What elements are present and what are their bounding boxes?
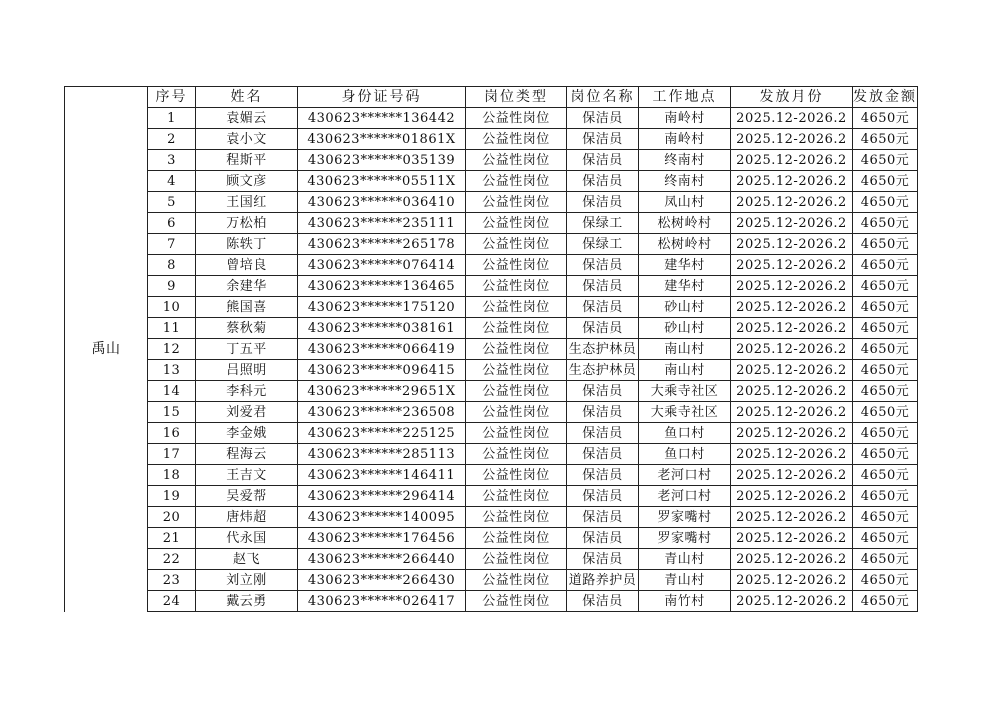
table-row (65, 465, 918, 486)
cell-post-type: 公益性岗位 (466, 297, 567, 318)
header-no: 序号 (148, 87, 196, 108)
cell-pay-period: 2025.12-2026.2 (731, 318, 853, 339)
cell-post-type: 公益性岗位 (466, 318, 567, 339)
cell-no: 7 (148, 234, 196, 255)
cell-name: 曾培良 (196, 255, 298, 276)
cell-pay-amount: 4650元 (853, 591, 918, 612)
cell-pay-period: 2025.12-2026.2 (731, 276, 853, 297)
cell-work-place: 大乘寺社区 (639, 381, 731, 402)
cell-no: 16 (148, 423, 196, 444)
table-row (65, 108, 918, 129)
cell-pay-amount: 4650元 (853, 465, 918, 486)
table-row (65, 171, 918, 192)
cell-no: 5 (148, 192, 196, 213)
cell-name: 吕照明 (196, 360, 298, 381)
table-row (65, 381, 918, 402)
cell-name: 戴云勇 (196, 591, 298, 612)
roster-body (65, 87, 918, 612)
cell-name: 赵飞 (196, 549, 298, 570)
cell-work-place: 松树岭村 (639, 213, 731, 234)
cell-no: 19 (148, 486, 196, 507)
cell-pay-amount: 4650元 (853, 360, 918, 381)
cell-pay-period: 2025.12-2026.2 (731, 192, 853, 213)
cell-work-place: 砂山村 (639, 297, 731, 318)
cell-id-number: 430623******236508 (298, 402, 466, 423)
cell-pay-amount: 4650元 (853, 339, 918, 360)
cell-pay-amount: 4650元 (853, 234, 918, 255)
cell-name: 唐炜超 (196, 507, 298, 528)
cell-no: 22 (148, 549, 196, 570)
cell-post-name: 保洁员 (567, 171, 639, 192)
cell-post-name: 保洁员 (567, 297, 639, 318)
cell-id-number: 430623******296414 (298, 486, 466, 507)
cell-post-name: 保洁员 (567, 318, 639, 339)
cell-pay-amount: 4650元 (853, 108, 918, 129)
cell-name: 刘爱君 (196, 402, 298, 423)
cell-post-name: 保洁员 (567, 444, 639, 465)
cell-post-type: 公益性岗位 (466, 150, 567, 171)
cell-no: 1 (148, 108, 196, 129)
cell-post-type: 公益性岗位 (466, 276, 567, 297)
cell-no: 12 (148, 339, 196, 360)
cell-pay-amount: 4650元 (853, 549, 918, 570)
cell-post-type: 公益性岗位 (466, 570, 567, 591)
table-row (65, 150, 918, 171)
header-id: 身份证号码 (298, 87, 466, 108)
cell-work-place: 南山村 (639, 360, 731, 381)
cell-post-name: 保洁员 (567, 192, 639, 213)
table-row (65, 591, 918, 612)
cell-id-number: 430623******266430 (298, 570, 466, 591)
cell-name: 李金娥 (196, 423, 298, 444)
cell-no: 6 (148, 213, 196, 234)
cell-work-place: 凤山村 (639, 192, 731, 213)
cell-no: 14 (148, 381, 196, 402)
cell-work-place: 松树岭村 (639, 234, 731, 255)
cell-pay-period: 2025.12-2026.2 (731, 171, 853, 192)
cell-post-type: 公益性岗位 (466, 339, 567, 360)
cell-post-type: 公益性岗位 (466, 213, 567, 234)
cell-pay-period: 2025.12-2026.2 (731, 591, 853, 612)
header-type: 岗位类型 (466, 87, 567, 108)
cell-post-name: 保洁员 (567, 255, 639, 276)
cell-post-name: 保绿工 (567, 234, 639, 255)
cell-no: 17 (148, 444, 196, 465)
cell-pay-period: 2025.12-2026.2 (731, 381, 853, 402)
cell-pay-amount: 4650元 (853, 297, 918, 318)
cell-post-name: 保洁员 (567, 402, 639, 423)
cell-work-place: 砂山村 (639, 318, 731, 339)
cell-post-name: 保洁员 (567, 108, 639, 129)
cell-id-number: 430623******076414 (298, 255, 466, 276)
cell-pay-amount: 4650元 (853, 150, 918, 171)
cell-name: 丁五平 (196, 339, 298, 360)
cell-post-type: 公益性岗位 (466, 360, 567, 381)
cell-pay-amount: 4650元 (853, 570, 918, 591)
cell-post-type: 公益性岗位 (466, 528, 567, 549)
cell-post-name: 保洁员 (567, 423, 639, 444)
cell-no: 4 (148, 171, 196, 192)
cell-pay-amount: 4650元 (853, 255, 918, 276)
cell-work-place: 青山村 (639, 570, 731, 591)
cell-post-name: 保洁员 (567, 591, 639, 612)
cell-post-name: 保洁员 (567, 507, 639, 528)
cell-pay-period: 2025.12-2026.2 (731, 423, 853, 444)
cell-work-place: 南岭村 (639, 129, 731, 150)
table-row (65, 423, 918, 444)
table-row (65, 276, 918, 297)
cell-pay-amount: 4650元 (853, 528, 918, 549)
header-period: 发放月份 (731, 87, 853, 108)
cell-id-number: 430623******175120 (298, 297, 466, 318)
cell-post-type: 公益性岗位 (466, 255, 567, 276)
cell-work-place: 鱼口村 (639, 444, 731, 465)
cell-post-name: 生态护林员 (567, 339, 639, 360)
cell-post-type: 公益性岗位 (466, 381, 567, 402)
cell-pay-period: 2025.12-2026.2 (731, 108, 853, 129)
cell-pay-amount: 4650元 (853, 192, 918, 213)
cell-pay-period: 2025.12-2026.2 (731, 402, 853, 423)
cell-post-type: 公益性岗位 (466, 171, 567, 192)
cell-pay-period: 2025.12-2026.2 (731, 255, 853, 276)
cell-work-place: 罗家嘴村 (639, 528, 731, 549)
cell-name: 程斯平 (196, 150, 298, 171)
table-row (65, 486, 918, 507)
cell-name: 蔡秋菊 (196, 318, 298, 339)
cell-name: 程海云 (196, 444, 298, 465)
cell-id-number: 430623******136465 (298, 276, 466, 297)
cell-post-type: 公益性岗位 (466, 129, 567, 150)
cell-post-name: 保洁员 (567, 276, 639, 297)
table-row (65, 255, 918, 276)
cell-no: 23 (148, 570, 196, 591)
cell-name: 袁小文 (196, 129, 298, 150)
cell-post-name: 道路养护员 (567, 570, 639, 591)
cell-name: 顾文彦 (196, 171, 298, 192)
cell-post-name: 保洁员 (567, 129, 639, 150)
cell-id-number: 430623******235111 (298, 213, 466, 234)
cell-post-type: 公益性岗位 (466, 402, 567, 423)
cell-post-type: 公益性岗位 (466, 108, 567, 129)
header-place: 工作地点 (639, 87, 731, 108)
table-row (65, 192, 918, 213)
cell-pay-amount: 4650元 (853, 444, 918, 465)
cell-pay-period: 2025.12-2026.2 (731, 486, 853, 507)
cell-id-number: 430623******038161 (298, 318, 466, 339)
cell-post-name: 保洁员 (567, 528, 639, 549)
cell-pay-amount: 4650元 (853, 318, 918, 339)
cell-no: 13 (148, 360, 196, 381)
cell-name: 陈轶丁 (196, 234, 298, 255)
cell-work-place: 老河口村 (639, 465, 731, 486)
cell-work-place: 罗家嘴村 (639, 507, 731, 528)
cell-pay-period: 2025.12-2026.2 (731, 360, 853, 381)
cell-post-name: 保洁员 (567, 549, 639, 570)
table-row (65, 234, 918, 255)
cell-id-number: 430623******176456 (298, 528, 466, 549)
cell-post-name: 保洁员 (567, 381, 639, 402)
region-cell: 禹山 (65, 87, 148, 612)
cell-pay-period: 2025.12-2026.2 (731, 570, 853, 591)
cell-name: 刘立刚 (196, 570, 298, 591)
cell-name: 王国红 (196, 192, 298, 213)
cell-name: 李科元 (196, 381, 298, 402)
cell-pay-amount: 4650元 (853, 486, 918, 507)
cell-pay-amount: 4650元 (853, 213, 918, 234)
cell-pay-amount: 4650元 (853, 381, 918, 402)
cell-post-type: 公益性岗位 (466, 465, 567, 486)
cell-post-type: 公益性岗位 (466, 507, 567, 528)
cell-id-number: 430623******036410 (298, 192, 466, 213)
cell-post-type: 公益性岗位 (466, 192, 567, 213)
cell-post-type: 公益性岗位 (466, 234, 567, 255)
cell-pay-amount: 4650元 (853, 423, 918, 444)
cell-pay-amount: 4650元 (853, 507, 918, 528)
cell-pay-amount: 4650元 (853, 402, 918, 423)
cell-work-place: 鱼口村 (639, 423, 731, 444)
table-row (65, 549, 918, 570)
cell-no: 18 (148, 465, 196, 486)
cell-name: 王吉文 (196, 465, 298, 486)
cell-post-name: 生态护林员 (567, 360, 639, 381)
cell-no: 20 (148, 507, 196, 528)
cell-post-name: 保洁员 (567, 486, 639, 507)
table-row (65, 570, 918, 591)
cell-id-number: 430623******285113 (298, 444, 466, 465)
cell-pay-period: 2025.12-2026.2 (731, 339, 853, 360)
table-row (65, 213, 918, 234)
cell-name: 万松柏 (196, 213, 298, 234)
cell-no: 24 (148, 591, 196, 612)
cell-pay-period: 2025.12-2026.2 (731, 549, 853, 570)
cell-pay-period: 2025.12-2026.2 (731, 150, 853, 171)
cell-no: 10 (148, 297, 196, 318)
cell-post-name: 保绿工 (567, 213, 639, 234)
cell-pay-period: 2025.12-2026.2 (731, 444, 853, 465)
cell-work-place: 南山村 (639, 339, 731, 360)
cell-work-place: 终南村 (639, 150, 731, 171)
cell-no: 2 (148, 129, 196, 150)
cell-id-number: 430623******29651X (298, 381, 466, 402)
cell-work-place: 建华村 (639, 255, 731, 276)
cell-post-type: 公益性岗位 (466, 486, 567, 507)
cell-work-place: 南岭村 (639, 108, 731, 129)
table-row (65, 297, 918, 318)
cell-pay-amount: 4650元 (853, 276, 918, 297)
cell-pay-period: 2025.12-2026.2 (731, 129, 853, 150)
cell-id-number: 430623******140095 (298, 507, 466, 528)
cell-name: 代永国 (196, 528, 298, 549)
cell-work-place: 老河口村 (639, 486, 731, 507)
table-row (65, 318, 918, 339)
cell-no: 3 (148, 150, 196, 171)
cell-post-name: 保洁员 (567, 150, 639, 171)
cell-post-name: 保洁员 (567, 465, 639, 486)
cell-id-number: 430623******066419 (298, 339, 466, 360)
cell-pay-period: 2025.12-2026.2 (731, 297, 853, 318)
header-name: 姓名 (196, 87, 298, 108)
header-amount: 发放金额 (853, 87, 918, 108)
table-row (65, 129, 918, 150)
table-row (65, 339, 918, 360)
cell-pay-amount: 4650元 (853, 129, 918, 150)
cell-id-number: 430623******01861X (298, 129, 466, 150)
cell-id-number: 430623******266440 (298, 549, 466, 570)
cell-post-type: 公益性岗位 (466, 549, 567, 570)
roster-table (64, 86, 918, 612)
cell-work-place: 建华村 (639, 276, 731, 297)
cell-name: 熊国喜 (196, 297, 298, 318)
roster-sheet (64, 86, 918, 612)
cell-pay-period: 2025.12-2026.2 (731, 465, 853, 486)
header-row (65, 87, 918, 108)
cell-id-number: 430623******146411 (298, 465, 466, 486)
table-row (65, 507, 918, 528)
cell-work-place: 南竹村 (639, 591, 731, 612)
cell-no: 9 (148, 276, 196, 297)
table-row (65, 360, 918, 381)
cell-work-place: 终南村 (639, 171, 731, 192)
cell-id-number: 430623******035139 (298, 150, 466, 171)
table-row (65, 444, 918, 465)
cell-id-number: 430623******026417 (298, 591, 466, 612)
cell-id-number: 430623******05511X (298, 171, 466, 192)
table-row (65, 402, 918, 423)
cell-pay-period: 2025.12-2026.2 (731, 507, 853, 528)
cell-pay-period: 2025.12-2026.2 (731, 213, 853, 234)
cell-name: 袁媚云 (196, 108, 298, 129)
cell-no: 8 (148, 255, 196, 276)
cell-no: 11 (148, 318, 196, 339)
cell-no: 15 (148, 402, 196, 423)
cell-id-number: 430623******096415 (298, 360, 466, 381)
cell-work-place: 大乘寺社区 (639, 402, 731, 423)
cell-id-number: 430623******265178 (298, 234, 466, 255)
cell-pay-period: 2025.12-2026.2 (731, 528, 853, 549)
cell-post-type: 公益性岗位 (466, 444, 567, 465)
cell-work-place: 青山村 (639, 549, 731, 570)
cell-pay-amount: 4650元 (853, 171, 918, 192)
cell-post-type: 公益性岗位 (466, 423, 567, 444)
cell-id-number: 430623******136442 (298, 108, 466, 129)
cell-id-number: 430623******225125 (298, 423, 466, 444)
cell-name: 吴爱帮 (196, 486, 298, 507)
cell-post-type: 公益性岗位 (466, 591, 567, 612)
cell-no: 21 (148, 528, 196, 549)
cell-name: 余建华 (196, 276, 298, 297)
header-post: 岗位名称 (567, 87, 639, 108)
cell-pay-period: 2025.12-2026.2 (731, 234, 853, 255)
table-row (65, 528, 918, 549)
